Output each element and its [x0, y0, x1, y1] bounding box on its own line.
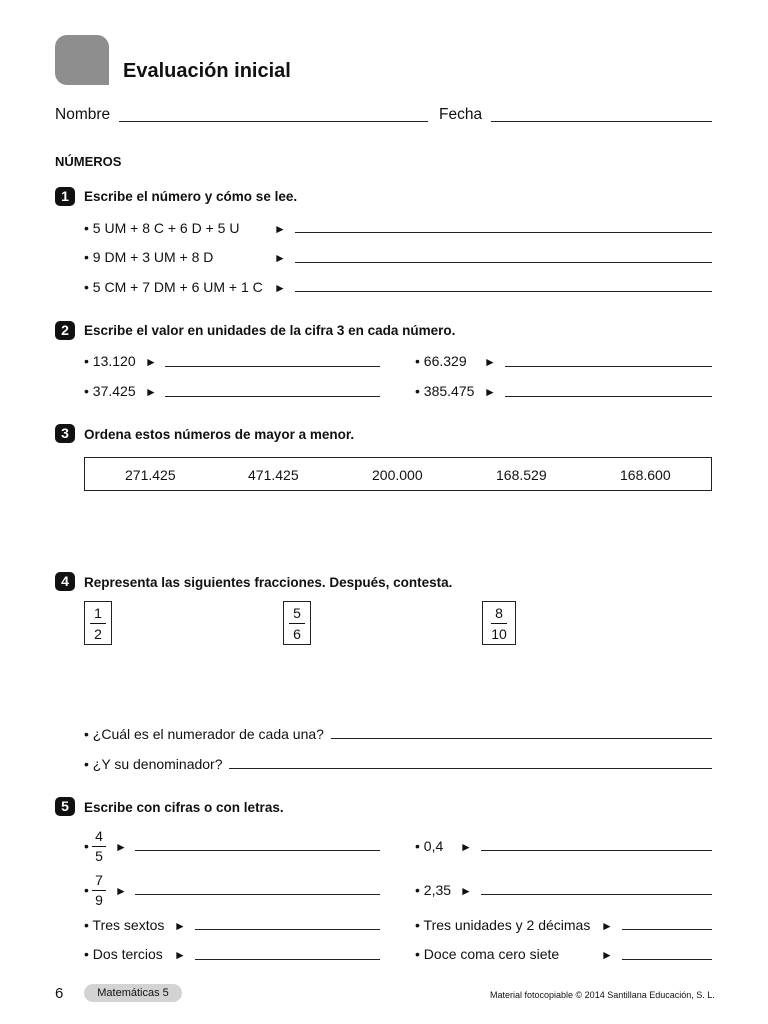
fraction-denominator: 5	[95, 848, 103, 864]
question-1-number: 1	[55, 187, 75, 206]
q2-answer-4[interactable]	[505, 396, 712, 397]
q2-item-1: • 13.120	[84, 353, 136, 369]
fraction-numerator: 5	[293, 604, 301, 621]
bullet: •	[84, 882, 89, 898]
q5-word-2: • Tres unidades y 2 décimas	[415, 917, 591, 933]
question-2-text: Escribe el valor en unidades de la cifra 3 en cada número.	[84, 323, 456, 338]
fraction-numerator: 4	[95, 828, 103, 844]
q5-answer-5[interactable]	[195, 929, 380, 930]
arrow-icon: ►	[601, 948, 613, 962]
q1-item-3: • 5 CM + 7 DM + 6 UM + 1 C	[84, 279, 263, 295]
copyright-credit: Material fotocopiable © 2014 Santillana Educación, S. L.	[490, 990, 715, 1000]
q1-item-2: • 9 DM + 3 UM + 8 D	[84, 249, 214, 265]
date-field[interactable]	[491, 121, 712, 122]
box-number: 168.600	[620, 467, 671, 483]
q1-answer-1[interactable]	[295, 232, 712, 233]
page-number: 6	[55, 985, 64, 1002]
q5-answer-6[interactable]	[622, 929, 712, 930]
q1-item-1: • 5 UM + 8 C + 6 D + 5 U	[84, 220, 240, 236]
fraction-bar	[92, 890, 106, 891]
fraction-numerator: 7	[95, 872, 103, 888]
q4-question-2: • ¿Y su denominador?	[84, 756, 223, 772]
box-number: 271.425	[125, 467, 176, 483]
arrow-icon: ►	[174, 948, 186, 962]
fraction-box	[84, 601, 112, 645]
numbers-box	[84, 457, 712, 491]
box-number: 200.000	[372, 467, 423, 483]
arrow-icon: ►	[274, 281, 286, 295]
arrow-icon: ►	[484, 385, 496, 399]
q2-answer-2[interactable]	[505, 366, 712, 367]
q2-answer-1[interactable]	[165, 366, 380, 367]
q5-fraction-1	[92, 829, 106, 864]
book-label: Matemáticas 5	[84, 984, 182, 1002]
question-1-text: Escribe el número y cómo se lee.	[84, 189, 298, 204]
q1-answer-2[interactable]	[295, 262, 712, 263]
box-number: 168.529	[496, 467, 547, 483]
q5-answer-7[interactable]	[195, 959, 380, 960]
q5-answer-3[interactable]	[135, 894, 380, 895]
arrow-icon: ►	[145, 385, 157, 399]
question-5-number: 5	[55, 797, 75, 816]
header-tab-decoration	[55, 35, 109, 85]
q5-word-4: • Doce coma cero siete	[415, 946, 560, 962]
q2-item-3: • 37.425	[84, 383, 136, 399]
question-3-number: 3	[55, 424, 75, 443]
q5-answer-8[interactable]	[622, 959, 712, 960]
arrow-icon: ►	[115, 840, 127, 854]
arrow-icon: ►	[115, 884, 127, 898]
fraction-bar	[90, 623, 106, 624]
q1-answer-3[interactable]	[295, 291, 712, 292]
q4-answer-1[interactable]	[331, 738, 712, 739]
arrow-icon: ►	[460, 840, 472, 854]
fraction-denominator: 10	[491, 625, 507, 642]
fraction-bar	[92, 846, 106, 847]
arrow-icon: ►	[274, 222, 286, 236]
page-title: Evaluación inicial	[123, 60, 291, 82]
arrow-icon: ►	[484, 355, 496, 369]
question-2-number: 2	[55, 321, 75, 340]
box-number: 471.425	[248, 467, 299, 483]
q2-item-2: • 66.329	[415, 353, 467, 369]
section-heading: NÚMEROS	[55, 154, 122, 169]
q5-answer-1[interactable]	[135, 850, 380, 851]
date-label: Fecha	[439, 106, 483, 123]
q5-fraction-2	[92, 873, 106, 908]
question-4-number: 4	[55, 572, 75, 591]
fraction-box	[283, 601, 311, 645]
arrow-icon: ►	[145, 355, 157, 369]
arrow-icon: ►	[274, 251, 286, 265]
name-label: Nombre	[55, 106, 111, 123]
q5-answer-4[interactable]	[481, 894, 712, 895]
q5-word-1: • Tres sextos	[84, 917, 165, 933]
question-3-text: Ordena estos números de mayor a menor.	[84, 427, 355, 442]
q5-word-3: • Dos tercios	[84, 946, 163, 962]
q2-item-4: • 385.475	[415, 383, 475, 399]
fraction-bar	[491, 623, 507, 624]
q5-right-item-2: • 2,35	[415, 882, 452, 898]
bullet: •	[84, 838, 89, 854]
q4-answer-2[interactable]	[229, 768, 712, 769]
question-5-text: Escribe con cifras o con letras.	[84, 800, 284, 815]
q5-right-item-1: • 0,4	[415, 838, 444, 854]
q4-question-1: • ¿Cuál es el numerador de cada una?	[84, 726, 324, 742]
name-field[interactable]	[119, 121, 428, 122]
q5-answer-2[interactable]	[481, 850, 712, 851]
fraction-denominator: 9	[95, 892, 103, 908]
fraction-denominator: 6	[293, 625, 301, 642]
q2-answer-3[interactable]	[165, 396, 380, 397]
fraction-box	[482, 601, 516, 645]
fraction-numerator: 1	[94, 604, 102, 621]
fraction-numerator: 8	[495, 604, 503, 621]
arrow-icon: ►	[601, 919, 613, 933]
arrow-icon: ►	[460, 884, 472, 898]
arrow-icon: ►	[174, 919, 186, 933]
fraction-bar	[289, 623, 305, 624]
question-4-text: Representa las siguientes fracciones. Después, contesta.	[84, 575, 453, 590]
fraction-denominator: 2	[94, 625, 102, 642]
